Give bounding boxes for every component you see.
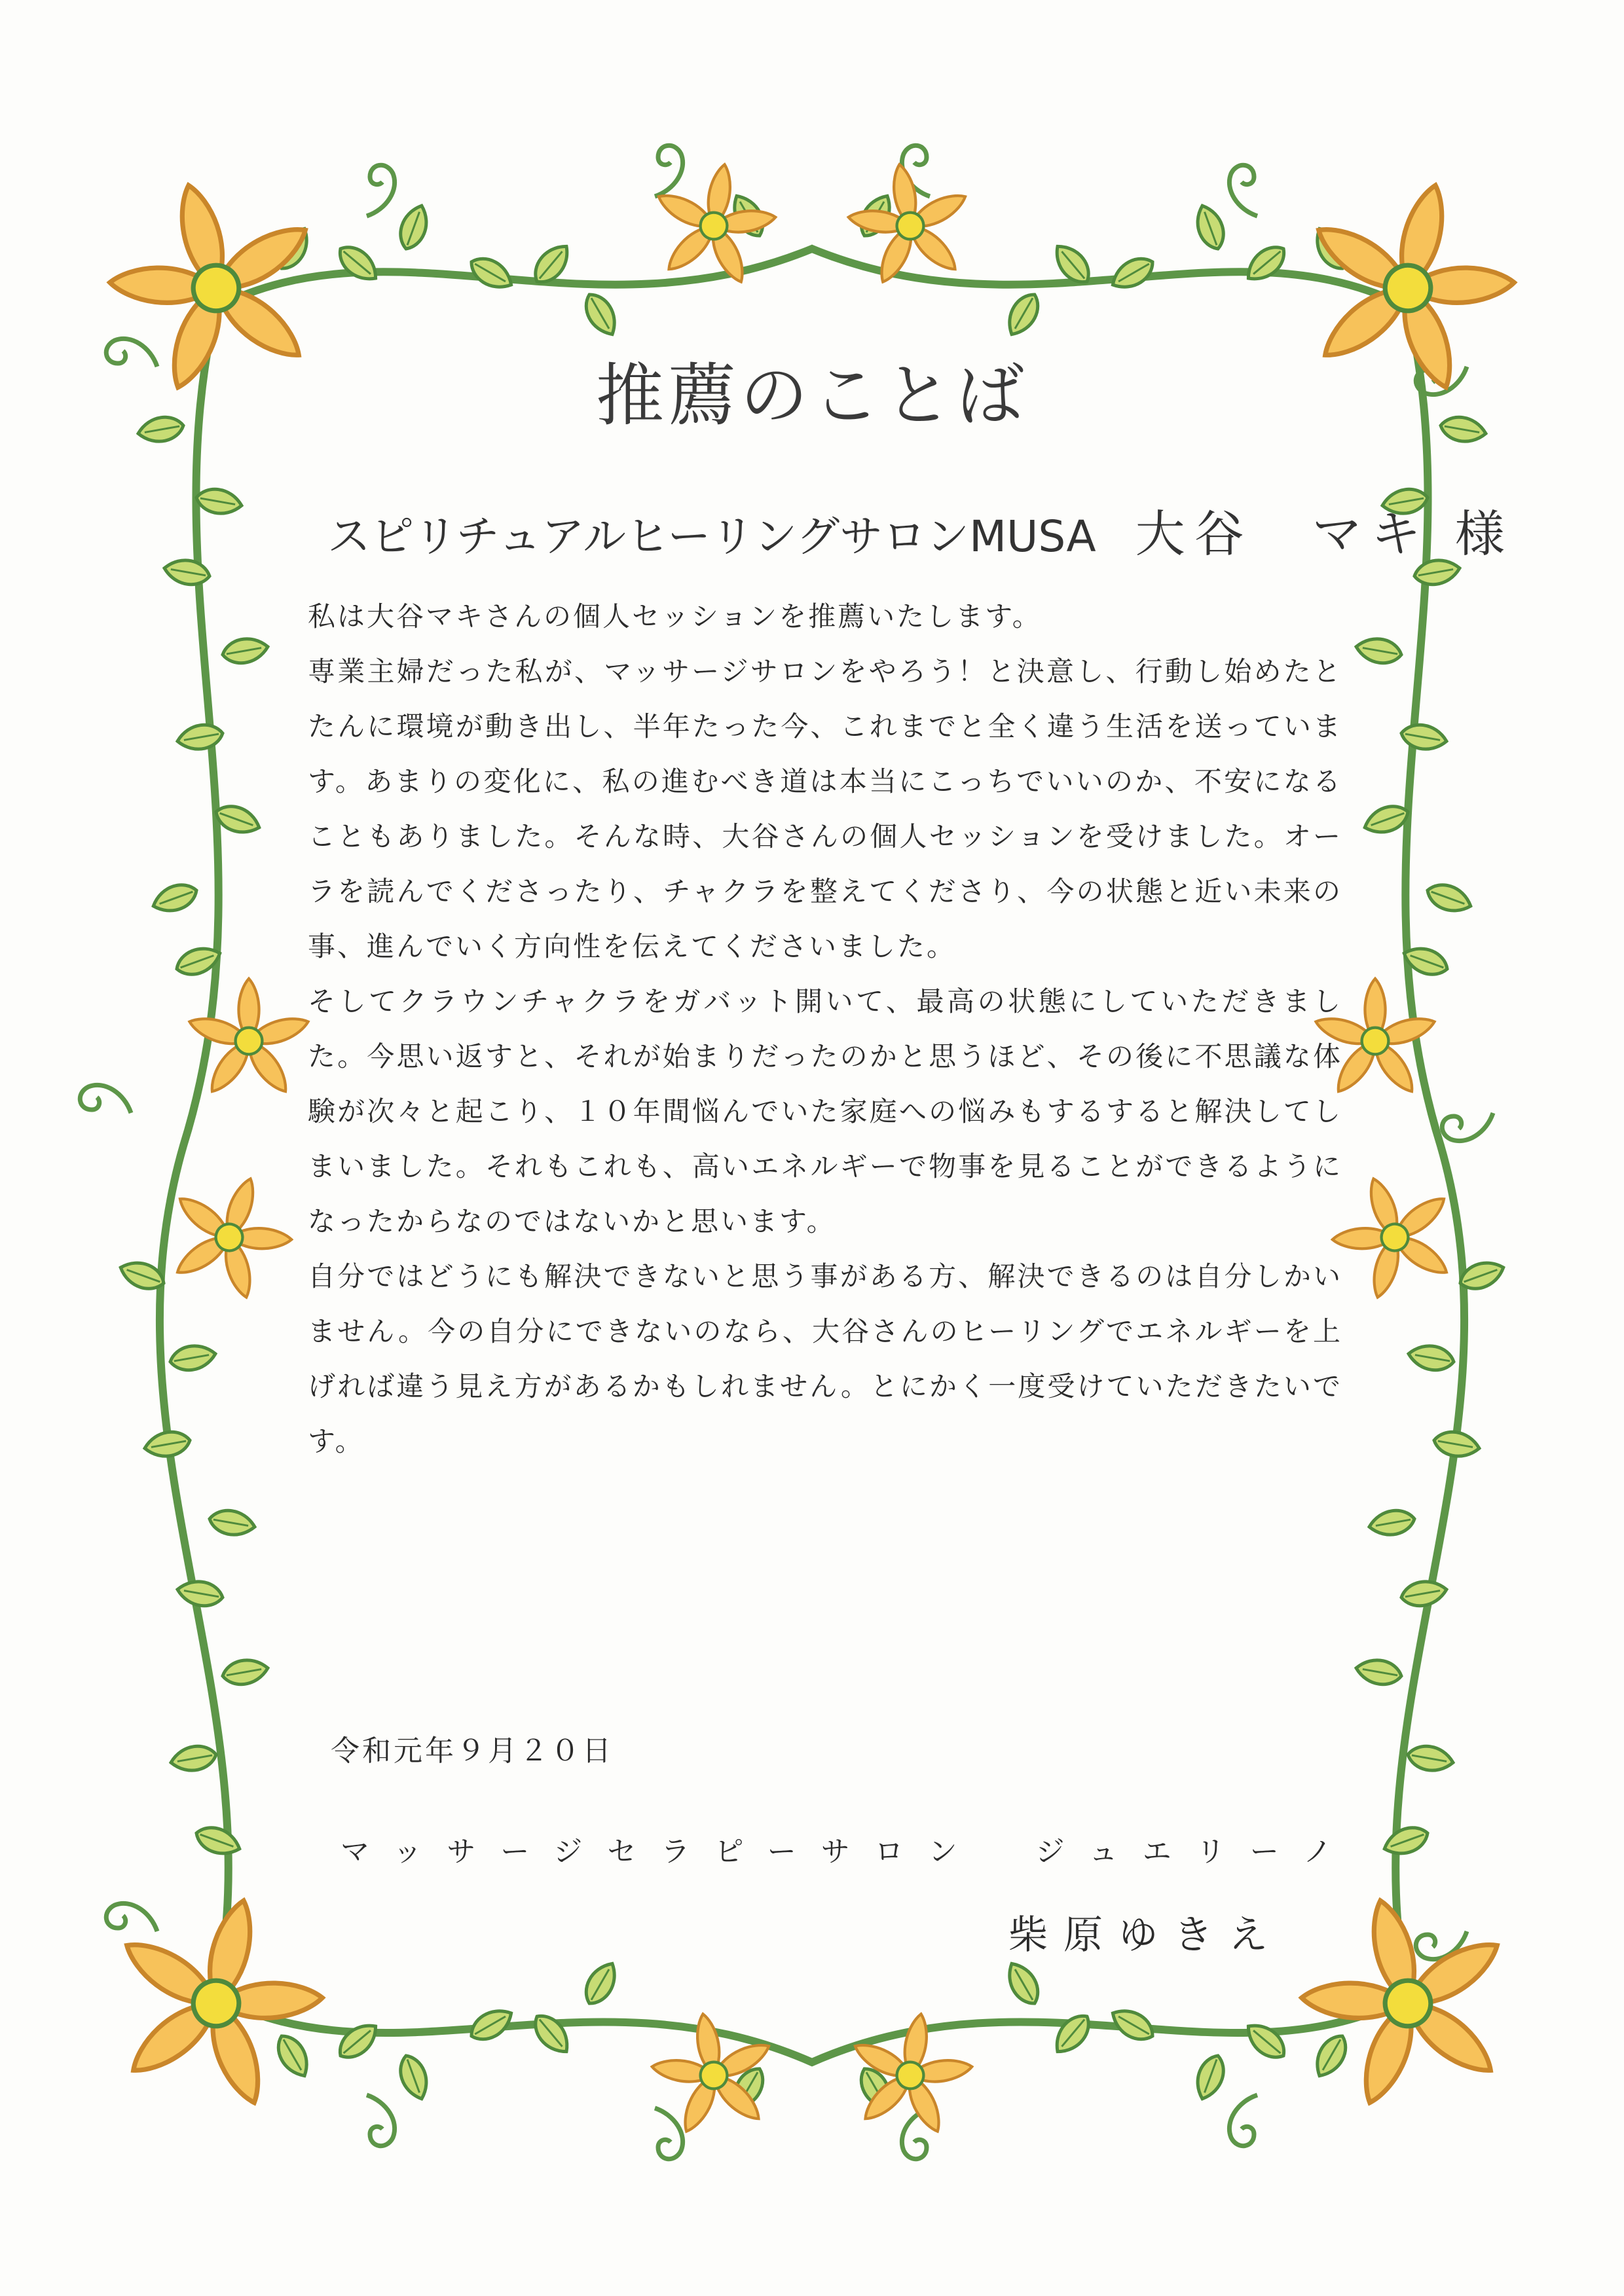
signature-salon: マッサージセラピーサロン ジュエリーノ xyxy=(341,1835,1357,1868)
letter-body xyxy=(308,589,1342,1469)
letter-date: 令和元年９月２０日 xyxy=(331,1734,614,1768)
addressee xyxy=(327,494,1514,566)
paragraph: 私は大谷マキさんの個人セッションを推薦いたします。 xyxy=(308,600,1042,632)
addressee-salon: スピリチュアルヒーリングサロンMUSA xyxy=(327,511,1096,562)
page-title: 推薦のことば xyxy=(595,355,1028,435)
signature-name: 柴原ゆきえ xyxy=(1008,1912,1283,1958)
corner-flower-bl xyxy=(88,1873,346,2124)
addressee-name: 大谷 マキ 様 xyxy=(1135,505,1514,563)
corner-flower-br xyxy=(1278,1873,1536,2124)
paragraph: 自分ではどうにも解決できないと思う事がある方、解決できるのは自分しかいません。今の自分にできないのなら、大谷さんのヒーリングでエネルギーを上げれば違う見え方があるかもしれません。とにかく一度受けていただきたいです。 xyxy=(308,1260,1342,1457)
paragraph: そしてクラウンチャクラをガバット開いて、最高の状態にしていただきました。今思い返すと、それが始まりだったのかと思うほど、その後に不思議な体験が次々と起こり、１０年間悩んでいた家庭への悩みもするすると解決してしまいました。それもこれも、高いエネルギーで物事を見ることができるようになったからなのではないかと思います。 xyxy=(308,985,1342,1237)
paragraph: 専業主婦だった私が、マッサージサロンをやろう！と決意し、行動し始めたとたんに環境が動き出し、半年たった今、これまでと全く違う生活を送っています。あまりの変化に、私の進むべき道は本当にこっちでいいのか、不安になることもありました。そんな時、大谷さんの個人セッションを受けました。オーラを読んでくださったり、チャクラを整えてくださり、今の状態と近い未来の事、進んでいく方向性を伝えてくださいました。 xyxy=(308,655,1342,962)
vine-top xyxy=(216,249,1408,308)
vine-bottom xyxy=(216,1997,1408,2062)
